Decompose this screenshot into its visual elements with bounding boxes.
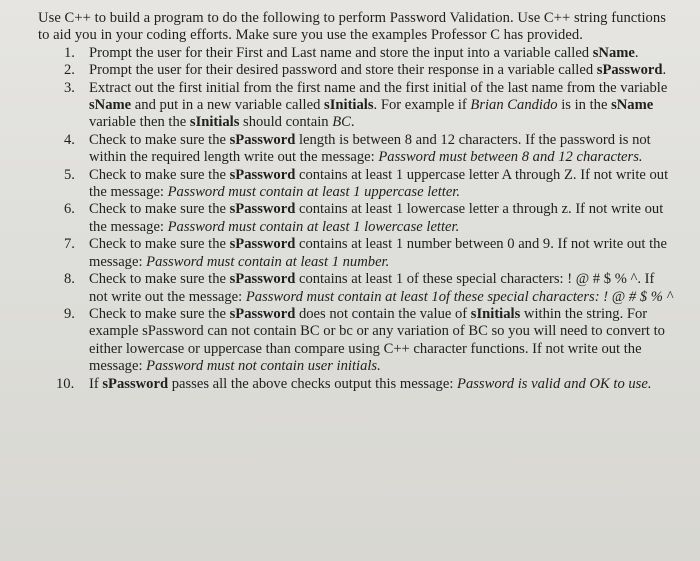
list-item-text: Check to make sure the [89, 166, 230, 183]
list-item-text: sPassword [229, 166, 296, 183]
list-item [38, 132, 676, 167]
list-item-text: Brian Candido [470, 97, 558, 114]
list-item-text: and put in a new variable called [131, 97, 325, 114]
list-item-text: sPassword [596, 62, 663, 79]
list-item-text: passes all the above checks output this message: [168, 375, 458, 392]
list-item-text: sName [611, 97, 654, 114]
list-item-text: contains at least 1 of these special characters: ! @ # $ % ^. If not write out the message: [89, 271, 655, 305]
list-item-number: 1. [64, 44, 75, 61]
list-item-text: sName [89, 97, 132, 114]
list-item-text: Password must contain at least 1 lowercase letter. [167, 218, 460, 235]
list-item-text: Password must contain at least 1 uppercase letter. [167, 184, 461, 201]
list-item-number: 3. [64, 79, 75, 96]
list-item-text: Check to make sure the [89, 236, 230, 253]
list-item-text: Check to make sure the [89, 201, 230, 218]
list-item [38, 306, 676, 376]
list-item [38, 167, 676, 202]
list-item-text: should contain [239, 114, 333, 131]
list-item-text: sPassword [229, 131, 296, 148]
list-item-number: 4. [64, 131, 75, 148]
list-item-text: Password is valid and OK to use. [457, 375, 652, 392]
list-item-text: Prompt the user for their desired password and store their response in a variable called [89, 62, 597, 79]
list-item-number: 7. [64, 236, 75, 253]
list-item-number: 10. [56, 375, 75, 392]
list-item [38, 376, 676, 393]
list-item-text: . For example if [373, 97, 471, 114]
list-item-text: is in the [557, 97, 612, 114]
list-item [38, 80, 676, 132]
list-item-text: sPassword [229, 201, 296, 218]
list-item-text: contains at least 1 lowercase letter a through z. If not write out the message: [89, 201, 664, 235]
list-item-text: BC [332, 114, 351, 131]
list-item-text: Check to make sure the [89, 271, 230, 288]
list-item [38, 271, 676, 306]
list-item-text: variable then the [89, 114, 190, 131]
list-item [38, 62, 676, 79]
list-item-text: Check to make sure the [89, 131, 230, 148]
list-item-text: sInitials [470, 305, 521, 322]
list-item-text: . [350, 114, 355, 131]
list-item-text: within the string. For example sPassword can not contain BC or bc or any variation of BC so you will need to convert to either lowercase or uppercase than compare using C++ character functions. If not write out the message: [89, 305, 665, 375]
list-item-text: contains at least 1 uppercase letter A through Z. If not write out the message: [89, 166, 669, 201]
list-item-text: sInitials [324, 97, 374, 114]
list-item-text: Password must between 8 and 12 characters. [378, 149, 643, 166]
list-item-number: 6. [64, 201, 75, 218]
list-item-text: sInitials [189, 114, 240, 131]
list-item-text: Extract out the first initial from the first name and the first initial of the last name from the variable [89, 79, 668, 96]
list-item-text: sPassword [102, 375, 169, 392]
list-item-text: Password must not contain user initials. [146, 358, 381, 375]
list-item-number: 8. [64, 271, 75, 288]
intro-paragraph: Use C++ to build a program to do the following to perform Password Validation. Use C++ string functions to aid you in your coding efforts. Make sure you use the examples Professor C has provided. [38, 10, 666, 44]
list-item-text: length is between 8 and 12 characters. If the password is not within the required length write out the message: [89, 131, 651, 166]
list-item [38, 45, 676, 62]
list-item-text: sName [592, 44, 635, 61]
list-item-number: 9. [64, 305, 75, 322]
list-item-text: Password must contain at least 1of these special characters: ! @ # $ % ^ [245, 288, 673, 305]
list-item-text: sPassword [229, 236, 296, 253]
list-item-text: If [89, 375, 103, 392]
list-item-text: does not contain the value of [295, 305, 471, 322]
list-item-text: contains at least 1 number between 0 and 9. If not write out the message: [89, 236, 667, 270]
list-item-text: . [634, 44, 639, 61]
list-item-text: Prompt the user for their First and Last name and store the input into a variable called [89, 44, 593, 61]
list-item-text: sPassword [229, 305, 296, 322]
list-item-number: 2. [64, 62, 75, 79]
list-item-text: Check to make sure the [89, 305, 230, 322]
list-item-text: Password must contain at least 1 number. [146, 253, 390, 270]
list-item [38, 201, 676, 236]
list-item-text: sPassword [229, 271, 296, 288]
requirements-list [38, 45, 676, 393]
list-item-text: . [662, 62, 667, 79]
list-item [38, 236, 676, 271]
list-item-number: 5. [64, 166, 75, 183]
